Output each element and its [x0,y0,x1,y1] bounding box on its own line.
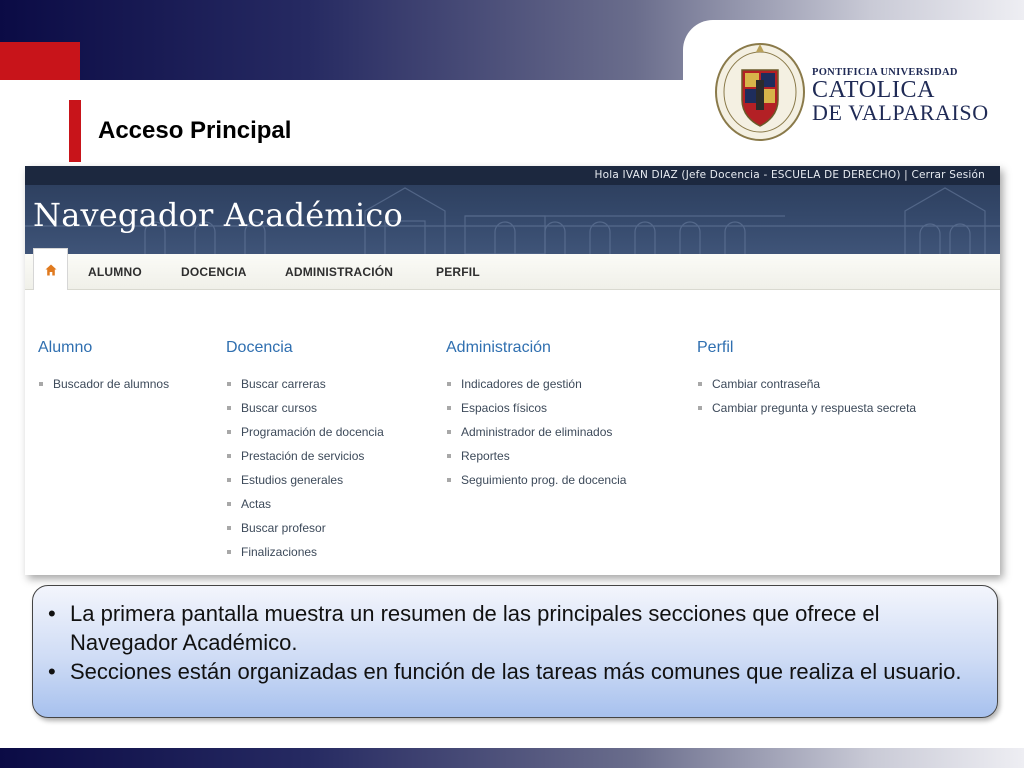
section-link[interactable]: Indicadores de gestión [446,372,626,396]
slide-title: Acceso Principal [98,117,292,144]
red-accent-block [0,42,80,80]
section-link[interactable]: Buscador de alumnos [38,372,169,396]
section-link[interactable]: Reportes [446,444,626,468]
user-info-text [595,169,985,181]
section-link[interactable]: Buscar carreras [226,372,384,396]
section-link[interactable]: Programación de docencia [226,420,384,444]
section-link[interactable]: Prestación de servicios [226,444,384,468]
sections-area [25,290,1000,575]
section-link[interactable]: Seguimiento prog. de docencia [446,468,626,492]
section-link[interactable]: Cambiar pregunta y respuesta secreta [697,396,916,420]
section-link[interactable]: Cambiar contraseña [697,372,916,396]
nav-perfil[interactable]: PERFIL [436,265,480,279]
section-title[interactable]: Alumno [38,339,93,356]
nav-home-tab[interactable] [33,248,68,290]
note-item: • La primera pantalla muestra un resumen de las principales secciones que ofrece el Navegador Académico. [70,599,981,657]
user-greeting: Hola IVAN DIAZ (Jefe Docencia - ESCUELA DE DERECHO) [594,169,901,181]
section-perfil [697,338,916,420]
section-link[interactable]: Buscar profesor [226,516,384,540]
section-docencia [226,338,384,564]
app-screenshot [25,166,1000,575]
university-name-line3: DE VALPARAISO [812,100,989,125]
note-item: • Secciones están organizadas en función de las tareas más comunes que realiza el usuario. [70,657,981,686]
home-icon [45,264,57,276]
user-separator: | [904,169,908,181]
section-link[interactable]: Actas [226,492,384,516]
section-alumno [38,338,169,396]
section-title[interactable]: Administración [446,339,551,356]
section-title[interactable]: Perfil [697,339,734,356]
section-link[interactable]: Estudios generales [226,468,384,492]
app-title: Navegador Académico [33,196,403,234]
section-link[interactable]: Espacios físicos [446,396,626,420]
bottom-gradient-band [0,748,1024,768]
nav-docencia[interactable]: DOCENCIA [181,265,247,279]
app-header [25,166,1000,254]
section-link[interactable]: Administrador de eliminados [446,420,626,444]
nav-administracion[interactable]: ADMINISTRACIÓN [285,265,394,279]
notes-box [32,585,998,718]
section-link[interactable]: Buscar cursos [226,396,384,420]
university-name-line2: CATOLICA [812,77,936,103]
user-info-bar [25,166,1000,185]
nav-alumno[interactable]: ALUMNO [88,265,142,279]
section-link[interactable]: Finalizaciones [226,540,384,564]
main-nav [25,254,1000,290]
section-administracion [446,338,626,492]
university-name-line1: PONTIFICIA UNIVERSIDAD [812,67,958,78]
university-seal [714,40,806,142]
university-name [812,66,989,124]
logout-link[interactable]: Cerrar Sesión [911,169,985,181]
section-title[interactable]: Docencia [226,339,293,356]
title-accent-bar [69,100,81,162]
